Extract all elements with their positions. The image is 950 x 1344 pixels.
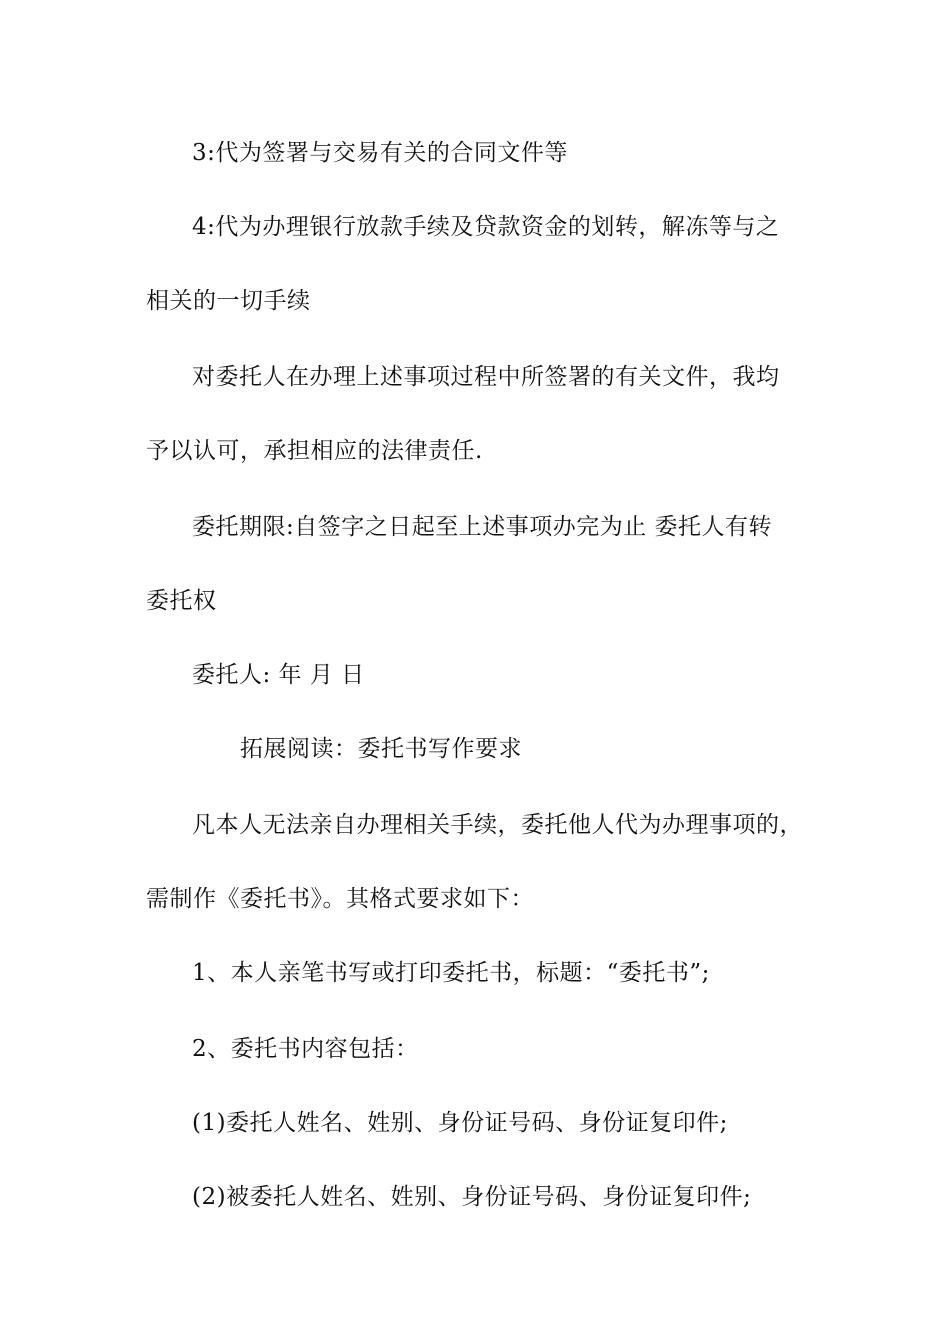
list-item-2: 2、委托书内容包括： (192, 1036, 419, 1062)
signature-line: 委托人: 年 月 日 (192, 662, 365, 688)
paragraph-intro-continued: 需制作《委托书》。其格式要求如下： (146, 886, 534, 912)
paragraph-term-continued: 委托权 (146, 588, 217, 614)
list-subitem-2: (2)被委托人姓名、姓别、身份证号码、身份证复印件; (192, 1184, 752, 1210)
list-subitem-1: (1)委托人姓名、姓别、身份证号码、身份证复印件; (192, 1110, 728, 1136)
paragraph-acknowledgement: 对委托人在办理上述事项过程中所签署的有关文件，我均 (192, 364, 780, 390)
paragraph-item-4-continued: 相关的一切手续 (146, 288, 311, 314)
paragraph-intro: 凡本人无法亲自办理相关手续，委托他人代为办理事项的， (192, 812, 803, 838)
paragraph-item-4: 4:代为办理银行放款手续及贷款资金的划转，解冻等与之 (192, 214, 780, 240)
paragraph-item-3: 3:代为签署与交易有关的合同文件等 (192, 140, 568, 166)
list-item-1: 1、本人亲笔书写或打印委托书，标题：“委托书”; (192, 960, 710, 986)
paragraph-term: 委托期限:自签字之日起至上述事项办完为止 委托人有转 (192, 514, 773, 540)
paragraph-acknowledgement-continued: 予以认可，承担相应的法律责任. (146, 438, 483, 464)
section-heading: 拓展阅读：委托书写作要求 (240, 736, 522, 762)
